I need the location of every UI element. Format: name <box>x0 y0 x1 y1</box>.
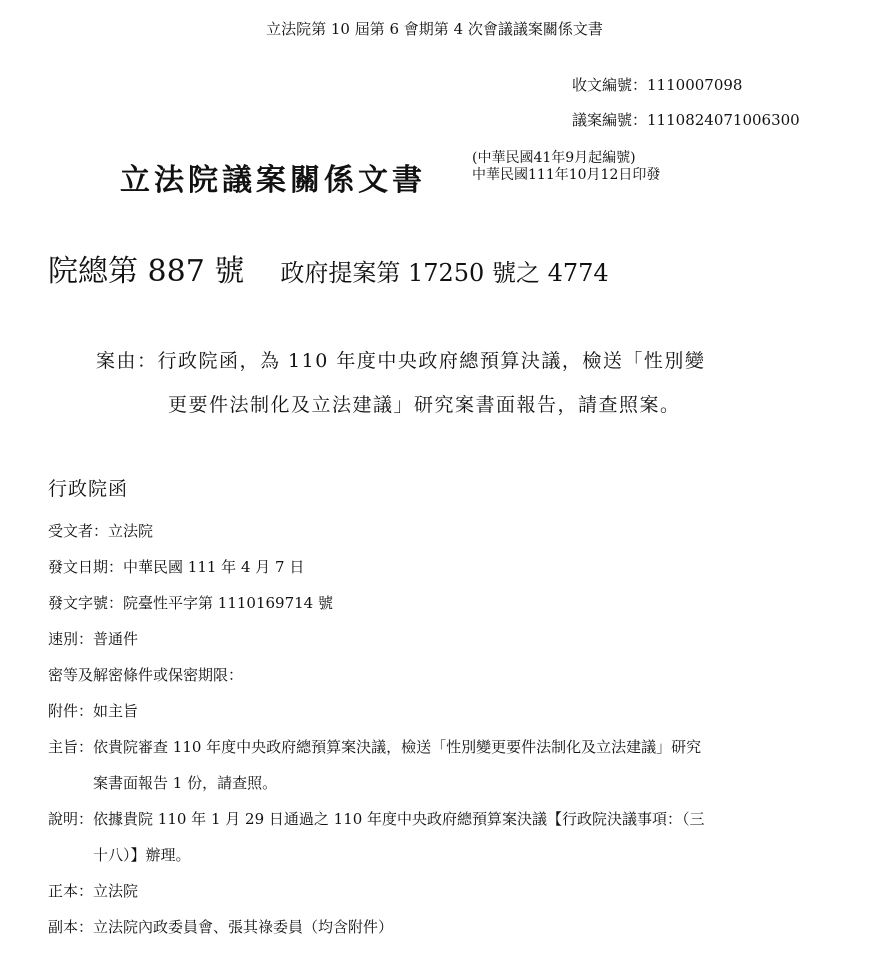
speed-label: 速別： <box>48 630 94 648</box>
date-value: 中華民國 111 年 4 月 7 日 <box>123 558 305 576</box>
explanation-line-2: 十八）】辦理。 <box>93 846 191 864</box>
bill-label: 議案編號： <box>572 111 648 129</box>
explanation-label: 說明： <box>48 810 94 828</box>
copy-value: 立法院內政委員會、張其祿委員（均含附件） <box>93 918 394 936</box>
docno-label: 發文字號： <box>48 594 124 612</box>
attachment-label: 附件： <box>48 702 94 720</box>
date-row <box>48 554 705 590</box>
receipt-label: 收文編號： <box>572 76 648 94</box>
stamp-print-date: 中華民國111年10月12日印發 <box>472 167 661 183</box>
copy-label: 副本： <box>48 918 94 936</box>
docno-row <box>48 590 705 626</box>
attachment-row <box>48 698 705 734</box>
recipient-value: 立法院 <box>108 522 154 540</box>
gov-proposal-number: 政府提案第 17250 號之 4774 <box>280 259 609 287</box>
secrecy-row <box>48 662 705 698</box>
receipt-number <box>572 74 742 95</box>
subject-line-2: 更要件法制化及立法建議」研究案書面報告，請查照案。 <box>168 394 681 416</box>
purpose-line-2: 案書面報告 1 份，請查照。 <box>93 774 278 792</box>
bill-number <box>572 109 800 130</box>
copy-row <box>48 914 705 950</box>
docno-value: 院臺性平字第 1110169714 號 <box>123 594 333 612</box>
session-header: 立法院第 10 屆第 6 會期第 4 次會議議案關係文書 <box>266 20 603 38</box>
secrecy-label: 密等及解密條件或保密期限： <box>48 666 244 684</box>
proposal-numbers <box>48 246 609 290</box>
print-stamp <box>472 150 660 184</box>
explanation-row <box>48 806 705 878</box>
bill-value: 1110824071006300 <box>647 111 800 129</box>
stamp-numbering: (中華民國41年9月起編號) <box>472 150 636 166</box>
subject-line-1: 案由：行政院函，為 110 年度中央政府總預算決議，檢送「性別變 <box>96 350 706 372</box>
issuer-heading: 行政院函 <box>48 478 129 500</box>
original-value: 立法院 <box>93 882 139 900</box>
date-label: 發文日期： <box>48 558 124 576</box>
purpose-line-1: 依貴院審查 110 年度中央政府總預算案決議，檢送「性別變更要件法制化及立法建議」研究 <box>93 738 702 756</box>
speed-value: 普通件 <box>93 630 139 648</box>
letter-fields <box>48 518 705 950</box>
subject-block <box>96 339 705 427</box>
document-title: 立法院議案關係文書 <box>120 163 426 198</box>
purpose-row <box>48 734 705 806</box>
original-label: 正本： <box>48 882 94 900</box>
receipt-value: 1110007098 <box>647 76 743 94</box>
recipient-label: 受文者： <box>48 522 109 540</box>
original-row <box>48 878 705 914</box>
yuan-number: 院總第 887 號 <box>48 254 245 289</box>
purpose-label: 主旨： <box>48 738 94 756</box>
explanation-line-1: 依據貴院 110 年 1 月 29 日通過之 110 年度中央政府總預算案決議【行政院決議事項：（三 <box>93 810 705 828</box>
recipient-row <box>48 518 705 554</box>
speed-row <box>48 626 705 662</box>
attachment-value: 如主旨 <box>93 702 139 720</box>
